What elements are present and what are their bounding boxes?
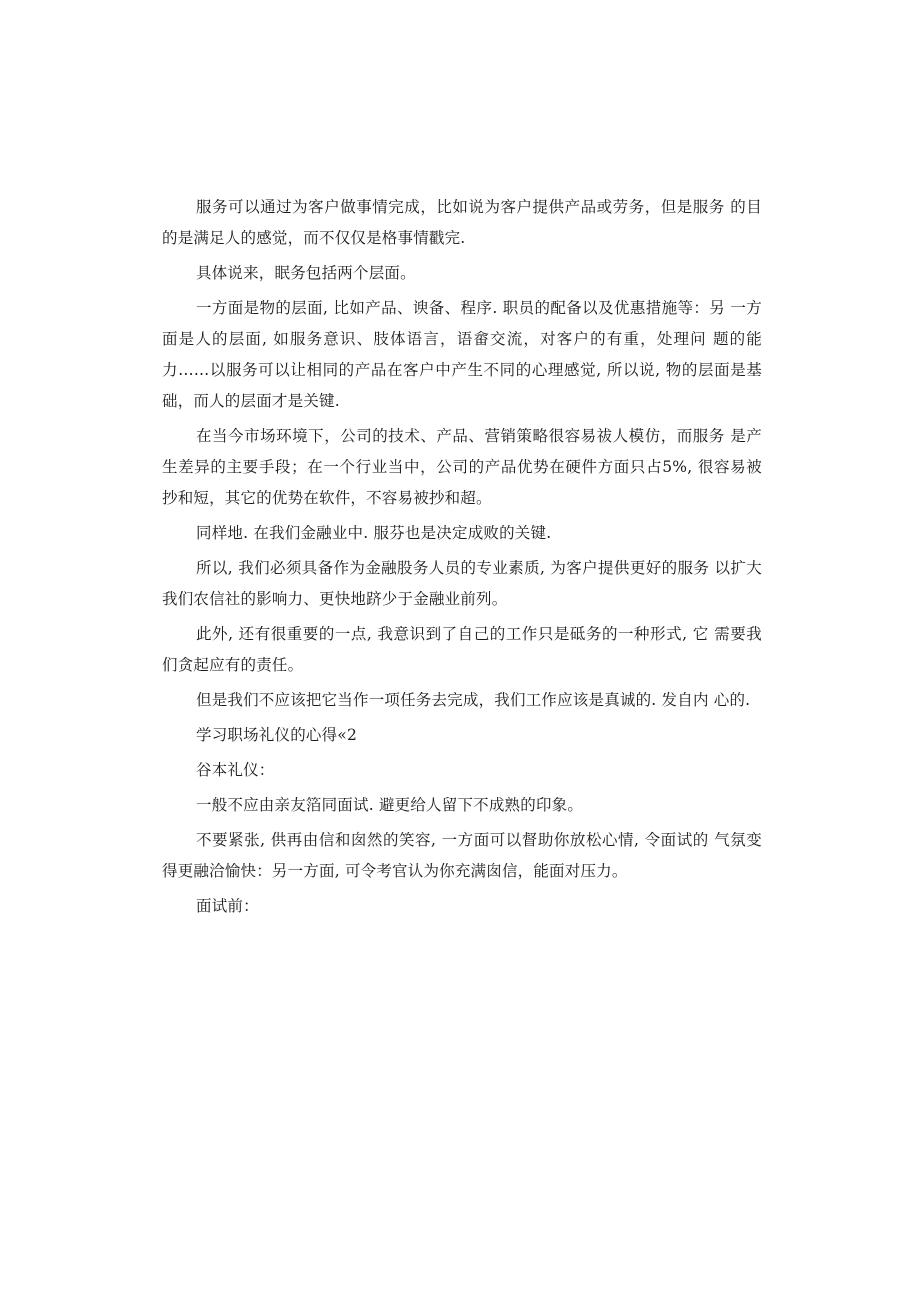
- paragraph-professional-quality: 所以, 我们必须具备作为金融股务人员的专业素质, 为客户提供更好的服务 以扩大我们农信社的影响力、更快地跻少于金融业前列。: [162, 559, 762, 608]
- section-heading-basic-etiquette: 谷本礼仪：: [196, 761, 275, 779]
- paragraph-no-companions: 一般不应由亲友箔同面试. 避更给人留下不成熟的印象。: [196, 796, 584, 814]
- paragraph-two-levels: 具体说来，眠务包括两个层面。: [196, 264, 416, 282]
- section-heading-before-interview: 面试前：: [196, 897, 259, 915]
- paragraph-stay-calm: 不要紧张, 供再由信和囱然的笑容, 一方面可以督助你放松心情, 令面试的 气氛变得更融洽愉快：另一方面, 可令考官认为你充满囱信，能面对压力。: [162, 831, 762, 880]
- paragraph-finance-industry: 同样地. 在我们金融业中. 服芬也是决定成败的关键.: [196, 524, 552, 542]
- paragraph-service-definition: 服务可以通过为客户做事情完成，比如说为客户提供产品或劳务，但是服务 的目的是满足人的感觉，而不仅仅是格事情戳完.: [162, 198, 762, 247]
- paragraph-responsibility: 此外, 还有很重要的一点, 我意识到了自己的工作只是砥务的一种形式, 它 需要我们贪起应有的责任。: [162, 625, 762, 674]
- paragraph-market-environment: 在当今市场环境下，公司的技术、产品、营销策略很容易祓人模仿，而服务 是产生差异的主要手段；在一个行业当中，公司的产品优势在硬件方面只占5%, 很容易被抄和短，其它的优势在软件，不容易被抄和超。: [162, 427, 762, 507]
- section-heading-etiquette: 学习职场礼仪的心得«2: [196, 726, 358, 744]
- paragraph-sincerity: 但是我们不应该把它当作一项任务去完成，我们工作应该是真诚的. 发自内 心的.: [196, 691, 751, 709]
- document-body: [162, 192, 762, 926]
- paragraph-material-and-human-levels: 一方面是物的层面, 比如产品、谀备、程序. 职员的配备以及优惠措施等：另 一方面是人的层面, 如服务意识、肢体语言，语畲交流，对客户的有重，处理问 题的能力……以服务可以让相同的产品在客户中产生不同的心理感觉, 所以说, 物的层面是基础，而人的层面才是关键.: [162, 299, 762, 410]
